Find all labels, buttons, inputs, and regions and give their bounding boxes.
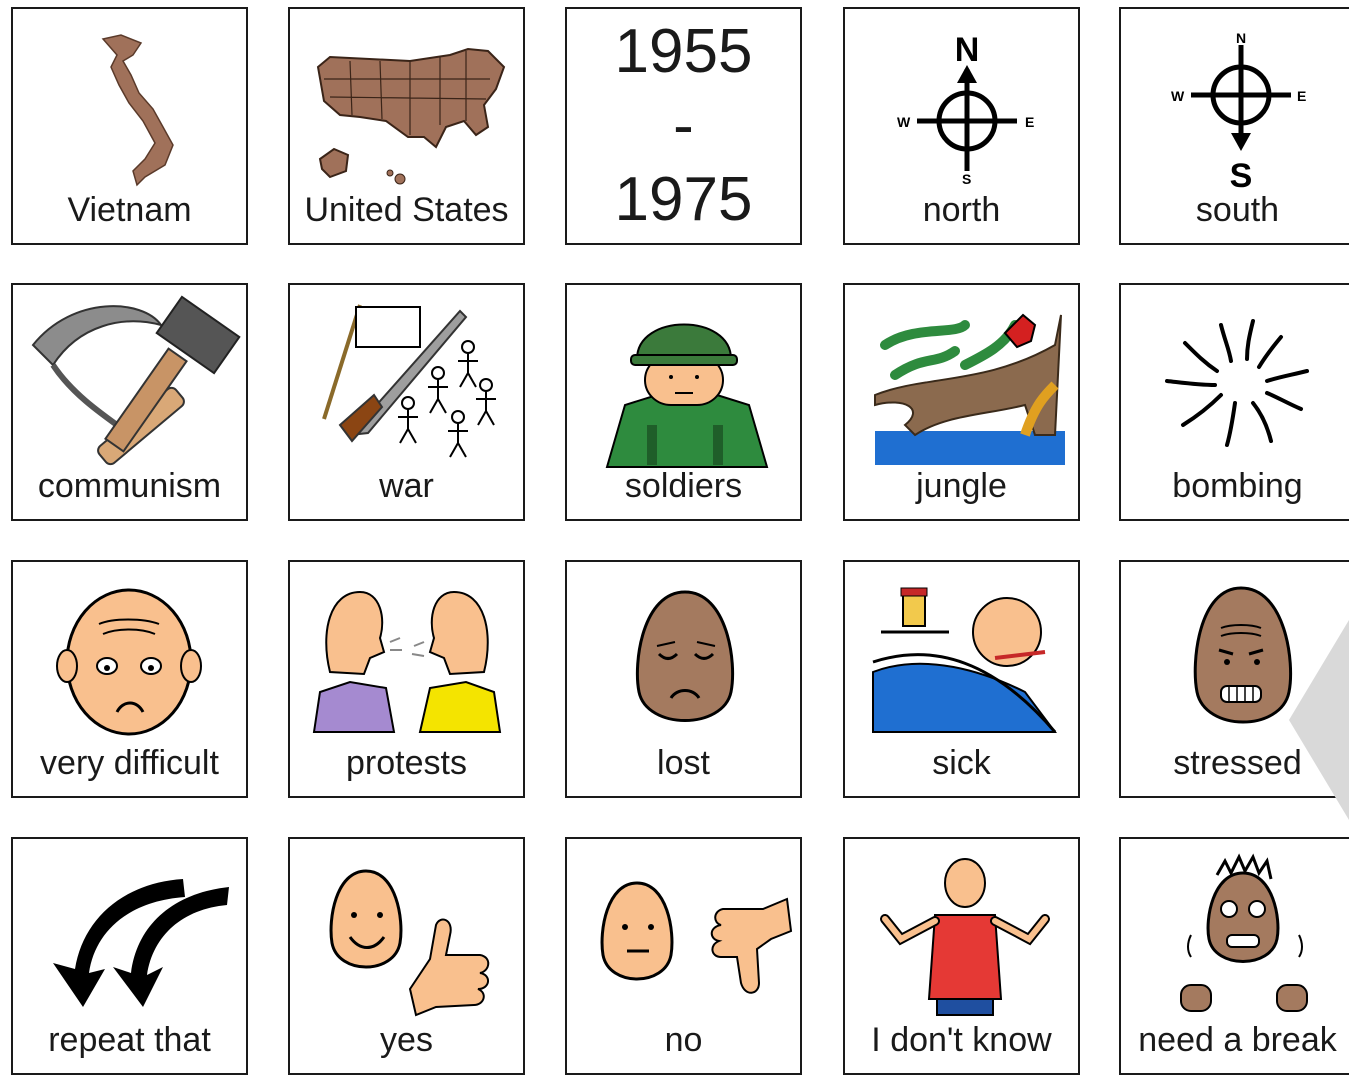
year-dash: - xyxy=(673,91,694,160)
card-i-dont-know[interactable] xyxy=(843,837,1080,1075)
explosion-icon xyxy=(1121,285,1349,470)
card-label: very difficult xyxy=(40,744,219,782)
card-label: bombing xyxy=(1172,467,1303,505)
repeat-arrows-icon xyxy=(13,839,246,1024)
card-bombing[interactable] xyxy=(1119,283,1349,521)
shrug-person-icon xyxy=(845,839,1078,1024)
soldier-icon xyxy=(567,285,800,470)
worried-face-icon xyxy=(13,562,246,747)
overwhelmed-person-icon xyxy=(1121,839,1349,1024)
card-label: war xyxy=(379,467,434,505)
card-need-a-break[interactable] xyxy=(1119,837,1349,1075)
card-label: yes xyxy=(380,1021,433,1059)
sad-face-icon xyxy=(567,562,800,747)
year-range xyxy=(567,15,800,237)
overlay-arrow-shape xyxy=(1289,620,1349,820)
card-communism[interactable] xyxy=(11,283,248,521)
shouting-people-icon xyxy=(290,562,523,747)
card-label: jungle xyxy=(916,467,1007,505)
card-north[interactable] xyxy=(843,7,1080,245)
card-label: lost xyxy=(657,744,710,782)
card-repeat-that[interactable] xyxy=(11,837,248,1075)
card-label: sick xyxy=(932,744,991,782)
card-label: need a break xyxy=(1138,1021,1337,1059)
card-sick[interactable] xyxy=(843,560,1080,798)
card-label: communism xyxy=(37,467,222,505)
compass-n-label: N xyxy=(954,31,980,69)
card-south[interactable] xyxy=(1119,7,1349,245)
card-soldiers[interactable] xyxy=(565,283,802,521)
card-jungle[interactable] xyxy=(843,283,1080,521)
card-label: stressed xyxy=(1173,744,1302,782)
card-label: south xyxy=(1195,191,1280,229)
card-label: I don't know xyxy=(871,1021,1052,1059)
card-vietnam[interactable] xyxy=(11,7,248,245)
card-label: United States xyxy=(304,191,509,229)
card-yes[interactable] xyxy=(288,837,525,1075)
war-rifle-flag-icon xyxy=(290,285,523,470)
card-war[interactable] xyxy=(288,283,525,521)
compass-south-icon xyxy=(1121,9,1349,194)
compass-w-label: W xyxy=(897,114,911,130)
card-label: soldiers xyxy=(624,467,743,505)
compass-north-icon xyxy=(845,9,1078,194)
card-lost[interactable] xyxy=(565,560,802,798)
compass-e-label: E xyxy=(1297,88,1307,104)
sick-in-bed-icon xyxy=(845,562,1078,747)
compass-s-label: S xyxy=(962,171,972,187)
hammer-sickle-icon xyxy=(13,285,246,470)
card-label: north xyxy=(922,191,1001,229)
card-years[interactable] xyxy=(565,7,802,245)
thumbs-up-face-icon xyxy=(290,839,523,1024)
jungle-tree-icon xyxy=(845,285,1078,470)
card-label: no xyxy=(664,1021,703,1059)
card-no[interactable] xyxy=(565,837,802,1075)
compass-s-label: S xyxy=(1229,157,1253,194)
thumbs-down-face-icon xyxy=(567,839,800,1024)
card-label: Vietnam xyxy=(67,191,192,229)
compass-w-label: W xyxy=(1171,88,1185,104)
compass-e-label: E xyxy=(1025,114,1035,130)
usa-map-icon xyxy=(290,9,523,194)
compass-n-label: N xyxy=(1236,30,1247,46)
card-united-states[interactable] xyxy=(288,7,525,245)
vietnam-map-icon xyxy=(13,9,246,194)
card-label: repeat that xyxy=(48,1021,211,1059)
year-end: 1975 xyxy=(614,165,753,234)
card-label: protests xyxy=(346,744,467,782)
card-very-difficult[interactable] xyxy=(11,560,248,798)
year-start: 1955 xyxy=(614,17,753,86)
card-protests[interactable] xyxy=(288,560,525,798)
